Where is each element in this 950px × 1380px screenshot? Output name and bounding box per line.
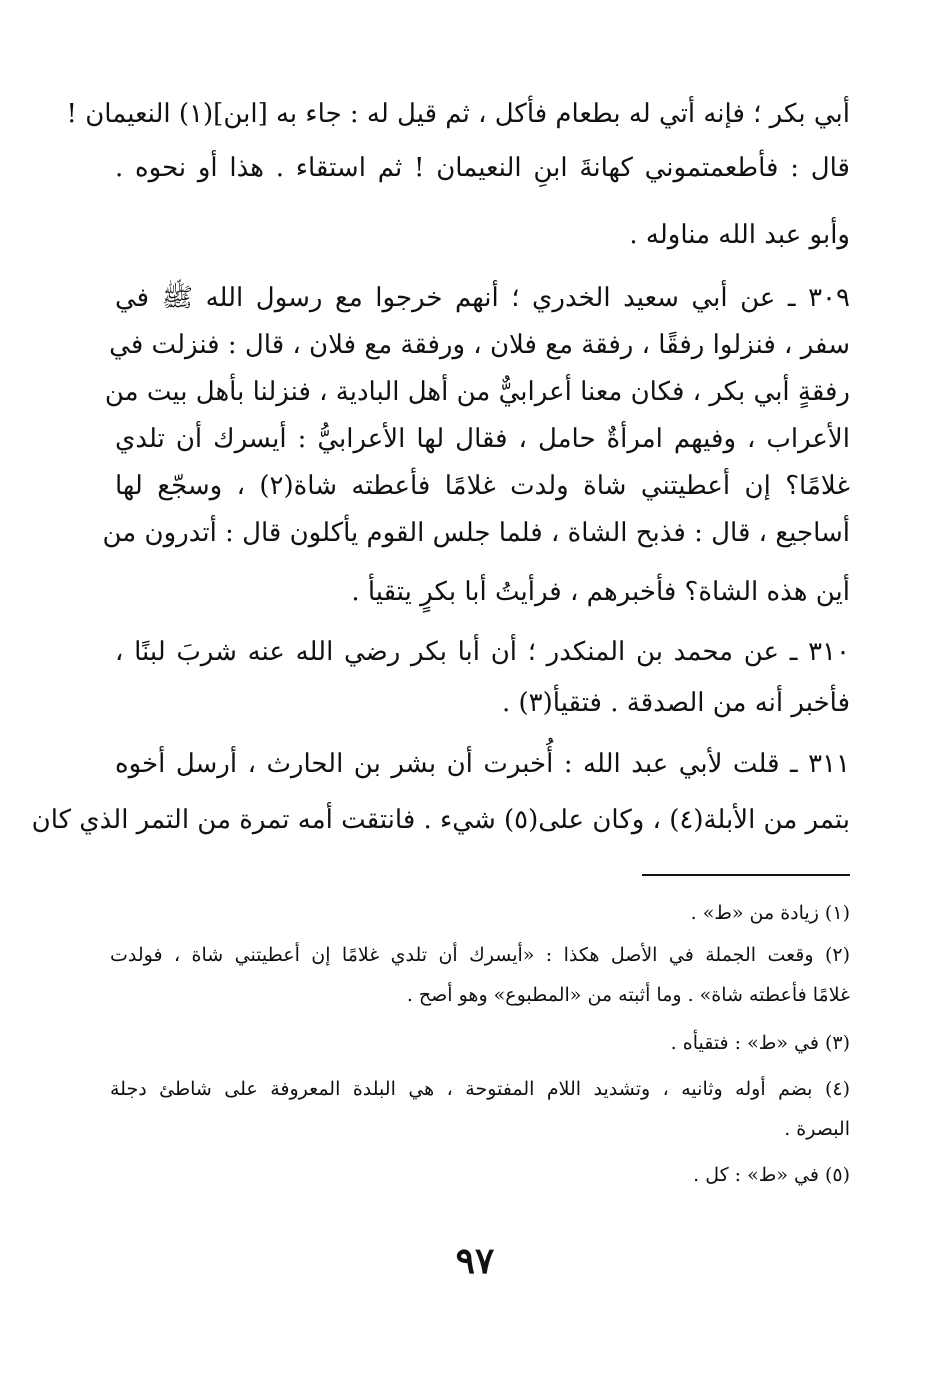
footnote-5: (٥) في «ط» : كل .: [693, 1164, 850, 1186]
page-number: ٩٧: [455, 1240, 495, 1282]
body-line-1: أبي بكر ؛ فإنه أتي له بطعام فأكل ، ثم قيل له : جاء به [ابن](١) النعيمان !: [66, 99, 850, 129]
hadith-309-line-2: سفر ، فنزلوا رفقًا ، رفقة مع فلان ، ورفقة مع فلان ، قال : فنزلت في: [109, 330, 850, 360]
hadith-309-line-7: أين هذه الشاة؟ فأخبرهم ، فرأيتُ أبا بكرٍ يتقيأ .: [351, 577, 850, 607]
body-line-2: قال : فأطعمتموني كهانةَ ابنِ النعيمان ! ثم استقاء . هذا أو نحوه .: [115, 153, 850, 183]
footnote-2-line-1: (٢) وقعت الجملة في الأصل هكذا : «أيسرك أن تلدي غلامًا إن أعطيتني شاة ، فولدت: [110, 944, 850, 966]
hadith-311-line-2: بتمر من الأبلة(٤) ، وكان على(٥) شيء . فانتقت أمه تمرة من التمر الذي كان: [31, 805, 850, 835]
hadith-310-line-2: فأخبر أنه من الصدقة . فتقيأ(٣) .: [501, 688, 850, 718]
footnote-2-line-2: غلامًا فأعطته شاة» . وما أثبته من «المطبوع» وهو أصح .: [406, 984, 850, 1006]
hadith-311-line-1: ٣١١ ـ قلت لأبي عبد الله : أُخبرت أن بشر بن الحارث ، أرسل أخوه: [115, 749, 850, 779]
body-line-3: وأبو عبد الله مناوله .: [629, 220, 850, 250]
hadith-310-line-1: ٣١٠ ـ عن محمد بن المنكدر ؛ أن أبا بكر رضي الله عنه شربَ لبنًا ،: [115, 637, 850, 667]
footnote-divider: [642, 874, 850, 876]
footnote-3: (٣) في «ط» : فتقيأه .: [670, 1032, 850, 1054]
hadith-309-line-5: غلامًا؟ إن أعطيتني شاة ولدت غلامًا فأعطته شاة(٢) ، وسجّع لها: [115, 471, 850, 501]
hadith-309-line-3: رفقةٍ أبي بكر ، فكان معنا أعرابيٌّ من أهل البادية ، فنزلنا بأهل بيت من: [104, 377, 850, 407]
hadith-309-line-1: ٣٠٩ ـ عن أبي سعيد الخدري ؛ أنهم خرجوا مع رسول الله ﷺ في: [115, 283, 850, 313]
hadith-309-line-6: أساجيع ، قال : فذبح الشاة ، فلما جلس القوم يأكلون قال : أتدرون من: [102, 518, 850, 548]
footnote-1: (١) زيادة من «ط» .: [690, 902, 850, 924]
footnote-4-line-1: (٤) بضم أوله وثانيه ، وتشديد اللام المفتوحة ، هي البلدة المعروفة على شاطئ دجلة: [110, 1078, 850, 1100]
hadith-309-line-4: الأعراب ، وفيهم امرأةٌ حامل ، فقال لها الأعرابيُّ : أيسرك أن تلدي: [115, 424, 850, 454]
footnote-4-line-2: البصرة .: [784, 1118, 850, 1140]
